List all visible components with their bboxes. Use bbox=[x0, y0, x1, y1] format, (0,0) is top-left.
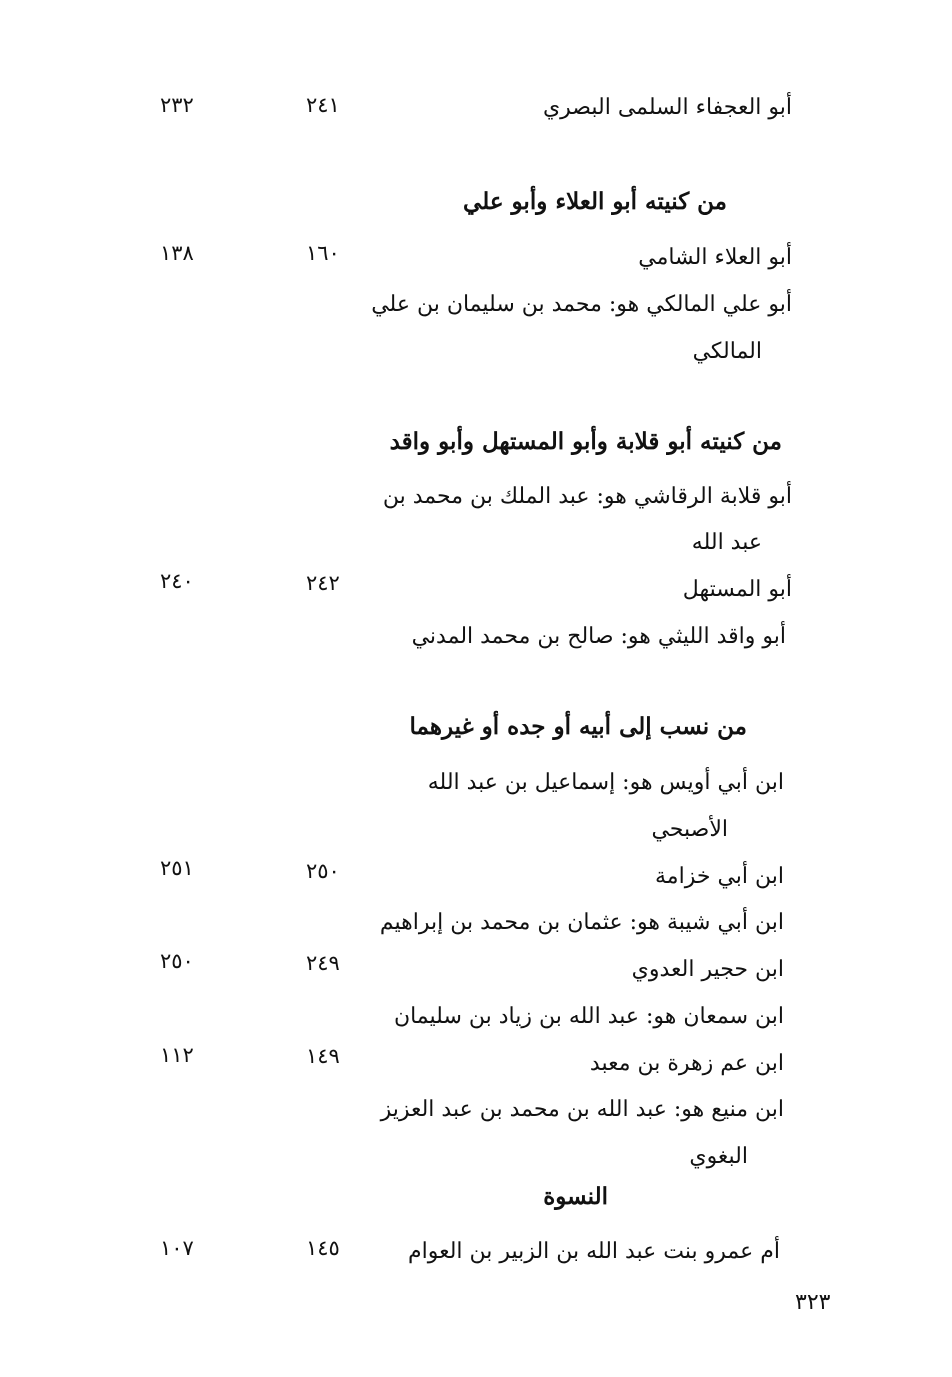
entry-name: ابن أبي أويس هو: إسماعيل بن عبد الله bbox=[427, 770, 784, 795]
entry-number-2: ١١٢ bbox=[160, 1043, 194, 1067]
entry-continuation: الأصبحي bbox=[651, 817, 728, 842]
section-heading: النسوة bbox=[543, 1183, 608, 1210]
entry-name: ابن حجير العدوي bbox=[631, 957, 784, 982]
entry-name: أبو المستهل bbox=[682, 577, 792, 602]
entry-continuation: البغوي bbox=[689, 1144, 748, 1169]
entry-name: أبو واقد الليثي هو: صالح بن محمد المدني bbox=[411, 624, 786, 649]
entry-name: أبو العلاء الشامي bbox=[638, 245, 792, 270]
page-number: ٣٢٣ bbox=[795, 1290, 831, 1315]
entry-number-1: ١٦٠ bbox=[306, 241, 340, 265]
entry-continuation: عبد الله bbox=[691, 530, 762, 555]
entry-number-2: ٢٥٠ bbox=[160, 949, 194, 973]
entry-name: ابن سمعان هو: عبد الله بن زياد بن سليمان bbox=[393, 1004, 784, 1029]
entry-number-2: ٢٣٢ bbox=[160, 93, 194, 117]
entry-number-1: ١٤٩ bbox=[306, 1044, 340, 1068]
entry-name: ابن أبي خزامة bbox=[655, 864, 784, 889]
entry-name: ابن عم زهرة بن معبد bbox=[589, 1051, 784, 1076]
entry-number-2: ١٣٨ bbox=[160, 241, 194, 265]
entry-number-1: ٢٥٠ bbox=[306, 859, 340, 883]
entry-number-1: ٢٤١ bbox=[306, 93, 340, 117]
entry-name: ابن منيع هو: عبد الله بن محمد بن عبد العزيز bbox=[380, 1097, 784, 1122]
entry-number-1: ٢٤٢ bbox=[306, 571, 340, 595]
section-heading: من كنيته أبو قلابة وأبو المستهل وأبو واقد bbox=[389, 428, 782, 455]
entry-number-2: ٢٥١ bbox=[160, 856, 194, 880]
entry-name: أم عمرو بنت عبد الله بن الزبير بن العوام bbox=[408, 1239, 780, 1264]
entry-name: أبو علي المالكي هو: محمد بن سليمان بن علي bbox=[371, 292, 792, 317]
section-heading: من نسب إلى أبيه أو جده أو غيرهما bbox=[409, 713, 747, 740]
section-heading: من كنيته أبو العلاء وأبو علي bbox=[463, 188, 727, 215]
entry-name: أبو العجفاء السلمى البصري bbox=[542, 95, 792, 120]
entry-number-2: ١٠٧ bbox=[160, 1236, 194, 1260]
entry-number-2: ٢٤٠ bbox=[160, 569, 194, 593]
entry-number-1: ٢٤٩ bbox=[306, 951, 340, 975]
entry-name: ابن أبي شيبة هو: عثمان بن محمد بن إبراهيم bbox=[379, 910, 784, 935]
entry-continuation: المالكي bbox=[692, 339, 762, 364]
entry-name: أبو قلابة الرقاشي هو: عبد الملك بن محمد بن bbox=[382, 484, 792, 509]
entry-number-1: ١٤٥ bbox=[306, 1236, 340, 1260]
